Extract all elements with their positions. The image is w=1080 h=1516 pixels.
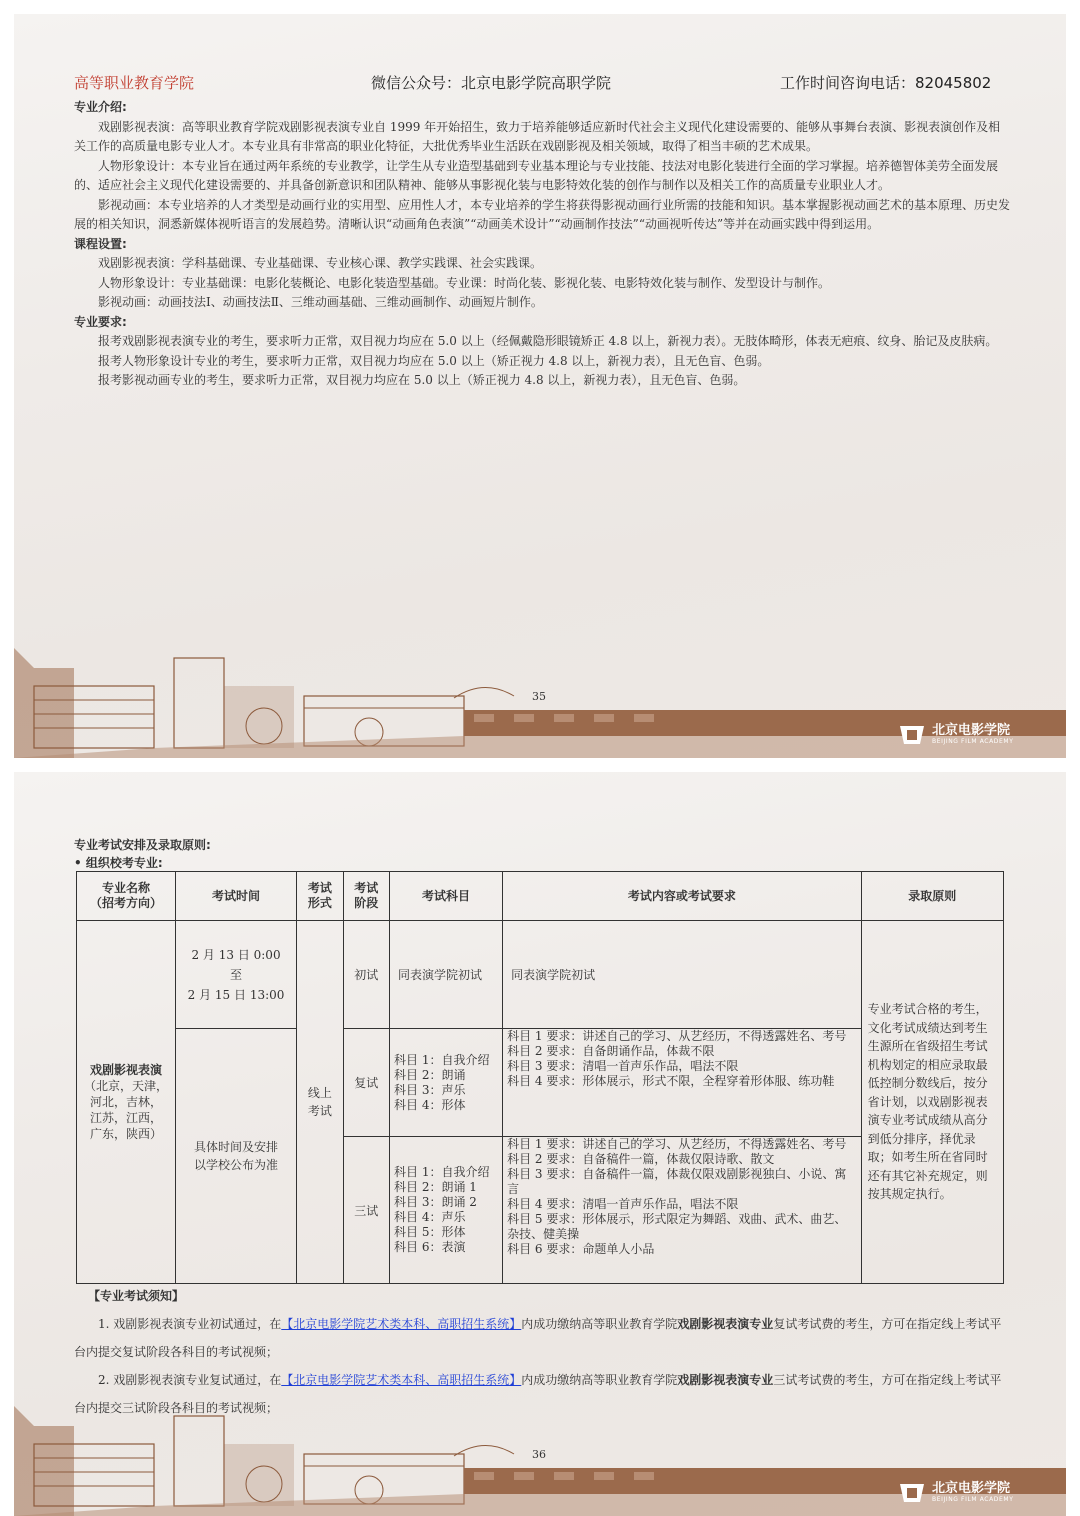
note-2-text-b: 内成功缴纳高等职业教育学院 [521, 1373, 678, 1387]
requirement-item: 科目 3 要求：清唱一首声乐作品，唱法不限 [507, 1059, 739, 1073]
subject-item: 科目 4：形体 [394, 1097, 466, 1112]
note-1 [74, 1310, 1010, 1366]
major-directions: （北京，天津， 河北，吉林， 江苏，江西， 广东，陕西） [83, 1079, 168, 1141]
cell-stage3: 三试 [343, 1137, 389, 1284]
req-animation: 报考影视动画专业的考生，要求听力正常，双目视力均应在 5.0 以上（矫正视力 4.8 以上，新视力表），且无色盲、色弱。 [98, 373, 746, 387]
table-header-row [77, 872, 1004, 921]
note-2-major: 戏剧影视表演专业 [677, 1373, 774, 1387]
enrollment-system-link[interactable]: 【北京电影学院艺术类本科、高职招生系统】 [281, 1373, 522, 1387]
course-performance: 戏剧影视表演：学科基础课、专业基础课、专业核心课、教学实践课、社会实践课。 [98, 256, 543, 270]
subject-item: 科目 1：自我介绍 [394, 1165, 490, 1179]
requirement-item: 科目 6 要求：命题单人小品 [507, 1242, 655, 1256]
subject-item: 科目 3：声乐 [394, 1082, 466, 1097]
table-row [77, 921, 1004, 1029]
req-performance: 报考戏剧影视表演专业的考生，要求听力正常，双目视力均应在 5.0 以上（经佩戴隐形眼镜矫正 4.8 以上，新视力表）。无肢体畸形，体表无疤痕、纹身、胎记及皮肤病。 [98, 334, 998, 348]
note-1-text-b: 内成功缴纳高等职业教育学院 [521, 1317, 678, 1331]
subject-item: 科目 2：朗诵 1 [394, 1180, 477, 1194]
subject-item: 科目 1：自我介绍 [394, 1052, 490, 1067]
subject-item: 科目 6：表演 [394, 1240, 466, 1254]
page-number: 36 [532, 1448, 546, 1461]
cell-stage2-content [503, 1029, 861, 1137]
subject-item: 科目 5：形体 [394, 1225, 466, 1239]
req-makeup: 报考人物形象设计专业的考生，要求听力正常，双目视力均应在 5.0 以上（矫正视力 4.8 以上，新视力表），且无色盲、色弱。 [98, 353, 770, 368]
subject-item: 科目 3：朗诵 2 [394, 1195, 477, 1209]
note-2-text-c: 三试考试费的考生，方可在指定线上考试平台内提交三试阶段各科目的考试视频； [74, 1373, 1002, 1415]
requirement-item: 科目 2 要求：自备朗诵作品，体裁不限 [507, 1044, 715, 1058]
film-academy-logo-icon [898, 724, 926, 746]
header-phone: 工作时间咨询电话：82045802 [780, 74, 992, 92]
th-subjects: 考试科目 [390, 872, 503, 921]
th-form: 考试 形式 [297, 872, 343, 921]
cell-stage2: 复试 [343, 1029, 389, 1137]
section-title-intro: 专业介绍: [74, 100, 127, 114]
th-stage: 考试 阶段 [343, 872, 389, 921]
major-name: 戏剧影视表演 [89, 1063, 162, 1077]
exam-subtitle: • 组织校考专业: [74, 856, 163, 870]
intro-animation: 影视动画：本专业培养的人才类型是动画行业的实用型、应用性人才，本专业培养的学生将获得影视动画行业所需的技能和知识。基本掌握影视动画艺术的基本原理、历史发展的相关知识，洞悉新媒体视听语言的发展趋势。清晰认识“动画角色表演”“动画美术设计”“动画制作技法”“动画视听传达”等并在动画实践中得到运用。 [74, 197, 1011, 231]
th-time: 考试时间 [175, 872, 296, 921]
brand-en: BEIJING FILM ACADEMY [932, 1496, 1014, 1503]
brand-logo [898, 724, 1013, 746]
page1-body [74, 98, 1010, 391]
requirement-item: 科目 4 要求：形体展示，形式不限，全程穿着形体服、练功鞋 [507, 1074, 835, 1088]
brand-en: BEIJING FILM ACADEMY [932, 738, 1014, 745]
cell-stage3-content [503, 1137, 861, 1284]
brand-cn: 北京电影学院 [932, 723, 1011, 738]
cell-stage3-subjects [390, 1137, 503, 1284]
intro-makeup: 人物形象设计：本专业旨在通过两年系统的专业教学，让学生从专业造型基础到专业基本理论与专业技能、技法对电影化装进行全面的学习掌握。培养德智体美劳全面发展的、适应社会主义现代化建设需要的、并具备创新意识和团队精神、能够从事影视化装与电影特效化装的创作与制作以及相关工作的高质量专业职业人才。 [74, 158, 999, 192]
cell-major [77, 921, 176, 1284]
subject-item: 科目 4：声乐 [394, 1210, 466, 1224]
th-admission: 录取原则 [861, 872, 1003, 921]
requirement-item: 科目 5 要求：形体展示，形式限定为舞蹈、戏曲、武术、曲艺、杂技、健美操 [507, 1212, 847, 1241]
requirement-item: 科目 3 要求：自备稿件一篇，体裁仅限戏剧影视独白、小说、寓言 [507, 1167, 847, 1196]
notes-title: 【专业考试须知】 [88, 1289, 185, 1303]
exam-table [76, 871, 1004, 1284]
cell-admission: 专业考试合格的考生，文化考试成绩达到考生生源所在省级招生考试机构划定的相应录取最低控制分数线后，按分省计划，以戏剧影视表演专业考试成绩从高分到低分排序，择优录取；如考生所在省同时还有其它补充规定，则按其规定执行。 [861, 921, 1003, 1284]
subject-item: 科目 2：朗诵 [394, 1067, 466, 1082]
cell-stage1-content: 同表演学院初试 [503, 921, 861, 1029]
page-number: 35 [532, 690, 546, 703]
section-title-requirements: 专业要求: [74, 314, 127, 329]
requirement-item: 科目 1 要求：讲述自己的学习、从艺经历，不得透露姓名、考号 [507, 1137, 847, 1151]
cell-stage1-subjects: 同表演学院初试 [390, 921, 503, 1029]
requirement-item: 科目 2 要求：自备稿件一篇，体裁仅限诗歌、散文 [507, 1152, 775, 1166]
enrollment-system-link[interactable]: 【北京电影学院艺术类本科、高职招生系统】 [281, 1317, 522, 1331]
brand-cn: 北京电影学院 [932, 1481, 1011, 1496]
cell-time-later: 具体时间及安排 以学校公布为准 [175, 1029, 296, 1284]
film-academy-logo-icon [898, 1482, 926, 1504]
header-college: 高等职业教育学院 [74, 74, 195, 92]
note-1-major: 戏剧影视表演专业 [677, 1317, 774, 1331]
note-2-text-a: 2. 戏剧影视表演专业复试通过，在 [98, 1373, 282, 1387]
requirement-item: 科目 4 要求：清唱一首声乐作品，唱法不限 [507, 1197, 739, 1211]
cell-form: 线上 考试 [297, 921, 343, 1284]
course-makeup: 人物形象设计：专业基础课：电影化装概论、电影化装造型基础。专业课：时尚化装、影视化装、电影特效化装与制作、发型设计与制作。 [98, 275, 831, 290]
cell-time-first: 2 月 13 日 0:00 至 2 月 15 日 13:00 [175, 921, 296, 1029]
page-35 [14, 14, 1066, 758]
note-1-text-c: 复试考试费的考生，方可在指定线上考试平台内提交复试阶段各科目的考试视频； [74, 1317, 1002, 1359]
brand-logo [898, 1482, 1013, 1504]
note-1-text-a: 1. 戏剧影视表演专业初试通过，在 [98, 1317, 282, 1331]
exam-section-title: 专业考试安排及录取原则: [74, 838, 211, 852]
header-wechat: 微信公众号：北京电影学院高职学院 [371, 74, 612, 92]
course-animation: 影视动画：动画技法Ⅰ、动画技法Ⅱ、三维动画基础、三维动画制作、动画短片制作。 [98, 295, 543, 309]
intro-performance: 戏剧影视表演：高等职业教育学院戏剧影视表演专业自 1999 年开始招生，致力于培养能够适应新时代社会主义现代化建设需要的、能够从事舞台表演、影视表演创作及相关工作的高质量电影专业人才。本专业具有非常高的职业化特征，大批优秀毕业生活跃在戏剧影视及相关领域，取得了相当丰硕的艺术成果。 [74, 119, 1001, 153]
cell-stage1: 初试 [343, 921, 389, 1029]
section-title-course: 课程设置: [74, 236, 127, 251]
requirement-item: 科目 1 要求：讲述自己的学习、从艺经历，不得透露姓名、考号 [507, 1029, 847, 1043]
page-36 [14, 772, 1066, 1516]
th-content: 考试内容或考试要求 [503, 872, 861, 921]
th-major: 专业名称 （招考方向） [77, 872, 176, 921]
cell-stage2-subjects [390, 1029, 503, 1137]
